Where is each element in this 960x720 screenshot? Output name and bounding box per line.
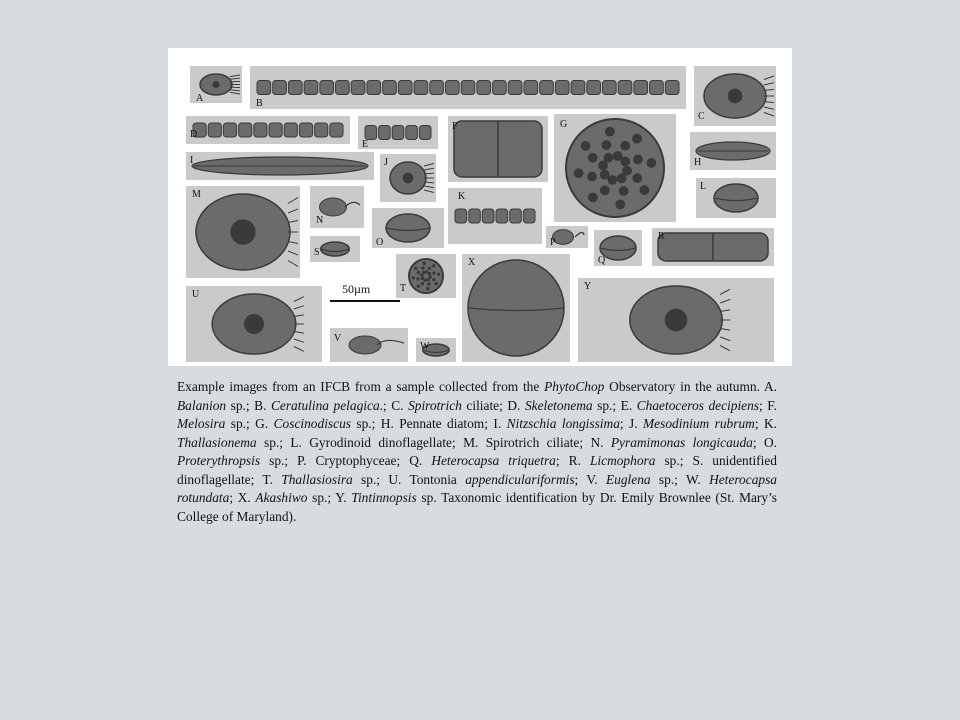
caption-taxon-name: Coscinodiscus (273, 416, 351, 431)
caption-taxon-name: Akashiwo (255, 490, 308, 505)
caption-text: sp. Taxonomic identification by Dr. Emily Brownlee (St. Mary’s College of Maryland). (177, 490, 778, 524)
scale-bar-label: 50µm (342, 282, 371, 296)
panel-label: V (334, 333, 342, 344)
caption-taxon-name: Heterocapsa rotundata (177, 471, 777, 505)
figure-panel-f (448, 116, 548, 182)
figure-panel-b (250, 66, 686, 109)
figure-panel-d (186, 116, 350, 144)
figure-panel-e (358, 116, 438, 149)
figure-panel-u (186, 286, 322, 362)
panel-label: P (550, 237, 556, 248)
panel-label: E (362, 139, 369, 149)
caption-taxon-name: Proterythropsis (177, 453, 261, 468)
figure-panel-y (578, 278, 774, 362)
panel-label: A (196, 93, 204, 103)
caption-taxon-name: Euglena (605, 471, 651, 487)
scale-bar-line (330, 300, 400, 302)
caption-text: sp.; U. Tontonia (352, 471, 466, 487)
caption-taxon-name: Balanion (177, 397, 227, 413)
caption-taxon-name: Ceratulina pelagica (270, 397, 380, 413)
panel-label: M (192, 189, 201, 200)
panel-label: T (400, 283, 407, 294)
figure-panel-s (310, 236, 360, 262)
caption-taxon-name: Thallasiosira (281, 471, 353, 487)
panel-label: W (420, 341, 430, 352)
caption-taxon-name: Spirotrich (408, 397, 462, 413)
caption-taxon-name: Heterocapsa triquetra (431, 453, 556, 468)
figure-panel-a (190, 66, 242, 103)
caption-text: ; X. (229, 490, 256, 505)
caption-taxon-name: Thallasionema (177, 434, 257, 450)
caption-text: sp.; L. Gyrodinoid dinoflagellate; M. Spirotrich ciliate; N. (256, 434, 611, 450)
panel-label: Q (598, 255, 606, 266)
caption-text: ; F. (759, 397, 777, 413)
caption-taxon-name: Nitzschia longissima (506, 416, 620, 431)
panel-label: S (314, 247, 320, 258)
figure-panel-x (462, 254, 570, 362)
figure-panel-w (416, 338, 456, 362)
panel-label: G (560, 119, 568, 130)
panel-label: N (316, 215, 324, 226)
panel-label: L (700, 181, 707, 192)
figure-panel-i (186, 152, 374, 180)
caption-taxon-name: appendiculariformis (465, 471, 575, 487)
figure-panel-k (448, 188, 542, 244)
caption-taxon-name: Mesodinium rubrum (643, 416, 755, 431)
caption-text: ciliate; D. (461, 397, 525, 413)
figure-panel-m (186, 186, 300, 278)
caption-taxon-name: Melosira (177, 416, 226, 431)
panel-label: J (384, 157, 388, 168)
panel-label: Y (584, 281, 592, 292)
caption-text: ; O. (752, 434, 778, 450)
caption-text: ; J. (619, 416, 644, 431)
figure-panel-j (380, 154, 436, 202)
figure-panel-q (594, 230, 642, 266)
panel-label: F (452, 121, 458, 132)
panel-label: U (192, 289, 200, 300)
caption-text: sp.; E. (592, 397, 637, 413)
caption-text: sp.; P. Cryptophyceae; Q. (260, 453, 432, 468)
figure-caption (177, 378, 777, 526)
panel-label: R (658, 231, 665, 242)
panel-label: B (256, 98, 263, 109)
caption-text: Example images from an IFCB from a sample collected from the (177, 379, 545, 394)
panel-label: K (458, 191, 466, 202)
plankton-image-montage (168, 48, 792, 366)
panel-label: D (190, 129, 198, 140)
caption-text: .; C. (379, 397, 409, 413)
caption-text: sp.; W. (650, 471, 710, 487)
caption-text: ; K. (754, 416, 778, 431)
scale-bar (330, 282, 400, 304)
panel-label: I (190, 155, 194, 166)
figure-panel-r (652, 228, 774, 266)
figure-panel-l (696, 178, 776, 218)
caption-taxon-name: PhytoChop (544, 379, 605, 394)
figure-panel-p (546, 226, 588, 248)
figure-panel-c (694, 66, 776, 126)
caption-taxon-name: Licmophora (589, 453, 656, 468)
caption-text: sp.; S. unidentified dinoflagellate; T. (177, 453, 777, 487)
figure-panel-t (396, 254, 456, 298)
figure-panel-o (372, 208, 444, 248)
caption-text: sp.; H. Pennate diatom; I. (350, 416, 507, 431)
figure-panel-g (554, 114, 676, 222)
caption-text: sp.; G. (225, 416, 274, 431)
caption-taxon-name: Chaetoceros decipiens (636, 397, 760, 413)
caption-text: sp.; Y. (307, 490, 352, 505)
caption-taxon-name: Pyramimonas longicauda (610, 434, 753, 450)
figure-panel-v (330, 328, 408, 362)
caption-text: ; R. (555, 453, 590, 468)
panel-label: C (698, 111, 705, 122)
caption-text: sp.; B. (226, 397, 271, 413)
caption-taxon-name: Skeletonema (524, 397, 593, 413)
caption-taxon-name: Tintinnopsis (351, 490, 417, 505)
figure-panel-h (690, 132, 776, 170)
panel-label: O (376, 237, 384, 248)
panel-label: X (468, 257, 476, 268)
caption-text: ; V. (574, 471, 606, 487)
panel-label: H (694, 157, 702, 168)
figure-panel-n (310, 186, 364, 228)
caption-text: Observatory in the autumn. A. (604, 379, 778, 394)
